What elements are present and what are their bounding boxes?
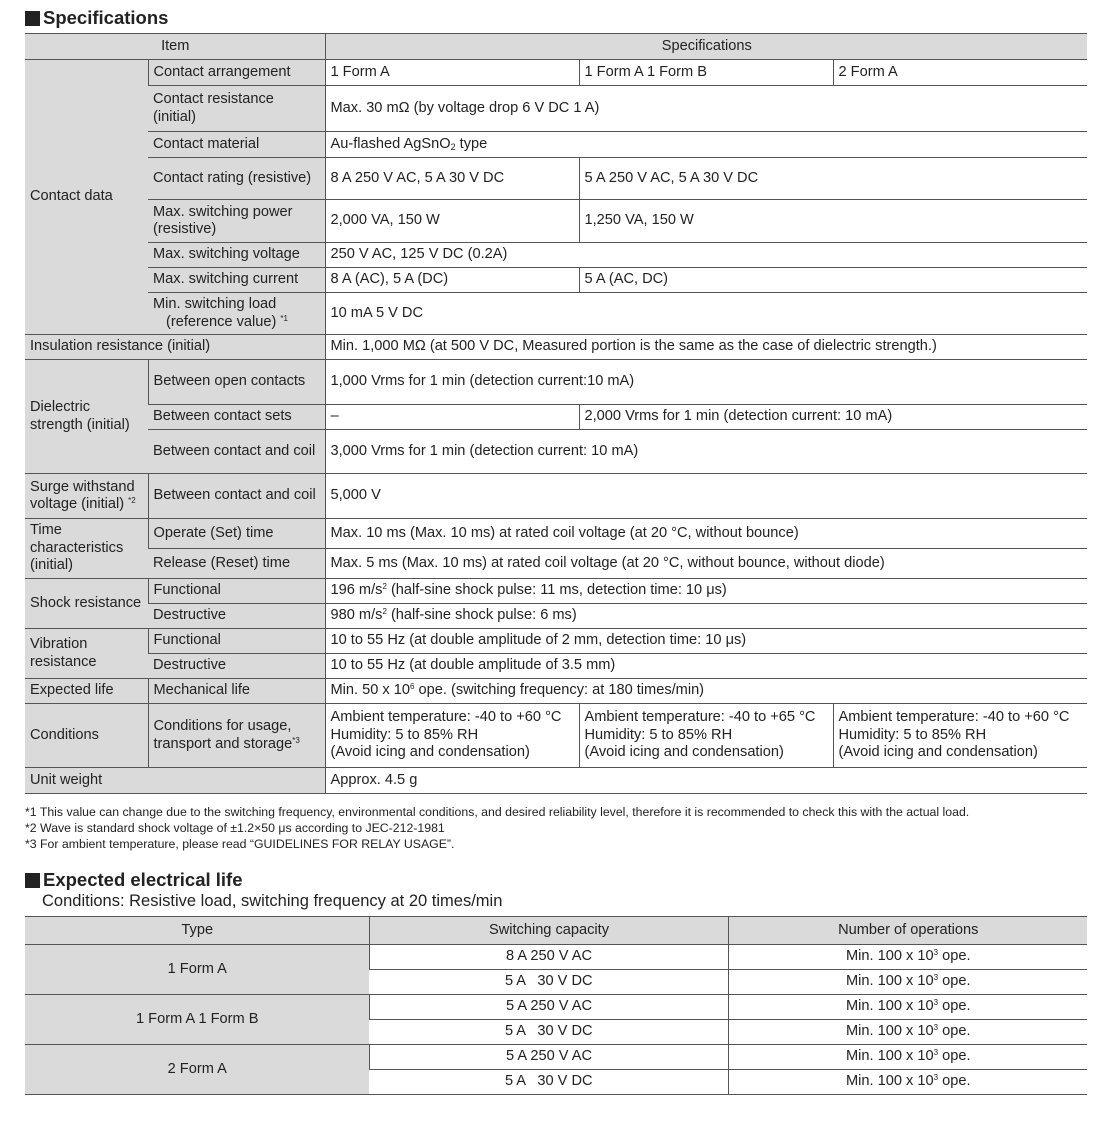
row-sublabel: Max. switching current (148, 268, 325, 293)
row-sublabel: Functional (148, 629, 325, 654)
cell-value: 1 Form A (325, 60, 579, 86)
superscript: 2 (382, 582, 387, 592)
superscript: 6 (410, 682, 415, 692)
ops-suffix: ope. (938, 973, 971, 990)
table-row (25, 474, 1087, 519)
ops-suffix: ope. (938, 1048, 971, 1065)
table-row (25, 549, 1087, 579)
cell-value (325, 604, 1087, 629)
square-bullet-icon (25, 873, 40, 888)
cell-conditions-2 (579, 704, 833, 768)
specifications-heading (25, 7, 168, 29)
cond-line: Humidity: 5 to 85% RH (838, 726, 987, 743)
cell-value: 2,000 VA, 150 W (325, 200, 579, 243)
footnote-marker: *3 (292, 735, 300, 745)
footnote-marker: *2 (128, 496, 136, 505)
operations-cell (728, 970, 1087, 995)
material-suffix: type (455, 135, 488, 152)
capacity-cell: 8 A 250 V AC (369, 945, 728, 970)
cell-value: 10 to 55 Hz (at double amplitude of 3.5 mm) (325, 654, 1087, 679)
cell-value: 1,000 Vrms for 1 min (detection current:10 mA) (325, 360, 1087, 405)
row-label-surge (25, 474, 148, 519)
superscript: 3 (933, 1073, 939, 1083)
ops-suffix: ope. (938, 1023, 971, 1040)
ops-suffix: ope. (938, 948, 971, 965)
cond-line: (Avoid icing and condensation) (838, 744, 1038, 761)
row-label-vibration: Vibration resistance (25, 629, 148, 679)
row-label-contact-data: Contact data (25, 60, 148, 335)
ops-text: Min. 100 x 10 (845, 1073, 934, 1090)
superscript: 2 (382, 607, 387, 617)
table-row (25, 519, 1087, 549)
table-row (25, 86, 1087, 132)
specifications-title: Specifications (43, 7, 169, 28)
row-sublabel: Between contact and coil (148, 430, 325, 474)
table-row (25, 360, 1087, 405)
row-sublabel: Max. switching power (resistive) (148, 200, 325, 243)
ops-text: Min. 100 x 10 (845, 1048, 934, 1065)
cond-line: Humidity: 5 to 85% RH (330, 726, 479, 743)
cond-line: (Avoid icing and condensation) (330, 744, 530, 761)
row-label-shock: Shock resistance (25, 579, 148, 629)
cell-value: Approx. 4.5 g (325, 768, 1087, 794)
table-row (25, 200, 1087, 243)
row-sublabel: Between contact and coil (148, 474, 325, 519)
type-cell: 1 Form A (25, 945, 369, 995)
row-label-expected-life: Expected life (25, 679, 148, 704)
header-item: Item (25, 34, 325, 60)
cell-value: 1,250 VA, 150 W (579, 200, 1087, 243)
row-sublabel: Contact material (148, 132, 325, 158)
cell-value: 8 A (AC), 5 A (DC) (325, 268, 579, 293)
row-sublabel: Between contact sets (148, 405, 325, 430)
shock-functional-b: (half-sine shock pulse: 11 ms, detection time: 10 μs) (386, 582, 727, 599)
cell-value: 2,000 Vrms for 1 min (detection current: 10 mA) (579, 405, 1087, 430)
header-operations: Number of operations (728, 917, 1087, 945)
table-row (25, 268, 1087, 293)
superscript: 3 (933, 1023, 939, 1033)
surge-label-1: Surge withstand (30, 478, 135, 495)
table-row (25, 945, 1087, 970)
row-sublabel: Max. switching voltage (148, 243, 325, 268)
electrical-life-conditions: Conditions: Resistive load, switching frequency at 20 times/min (42, 892, 503, 910)
capacity-cell: 5 A 30 V DC (369, 1020, 728, 1045)
capacity-cell: 5 A 30 V DC (369, 970, 728, 995)
surge-label-2: voltage (initial) (30, 496, 125, 512)
table-header-row (25, 917, 1087, 945)
cell-value: 5,000 V (325, 474, 1087, 519)
row-label-dielectric: Dielectric strength (initial) (25, 360, 148, 474)
cond-line: (Avoid icing and condensation) (584, 744, 784, 761)
cell-value: 8 A 250 V AC, 5 A 30 V DC (325, 158, 579, 200)
superscript: 3 (933, 1048, 939, 1058)
row-sublabel (148, 293, 325, 335)
ops-text: Min. 100 x 10 (845, 973, 934, 990)
operations-cell (728, 1045, 1087, 1070)
cond-line: Ambient temperature: -40 to +65 °C (584, 709, 816, 726)
table-row (25, 132, 1087, 158)
table-row (25, 405, 1087, 430)
min-load-label-1: Min. switching load (153, 296, 277, 312)
cell-value: Max. 5 ms (Max. 10 ms) at rated coil voltage (at 20 °C, without bounce, without diode) (325, 549, 1087, 579)
specifications-table (25, 33, 1087, 794)
shock-functional-a: 196 m/s (330, 582, 383, 599)
footnotes (25, 804, 969, 852)
table-row (25, 604, 1087, 629)
row-sublabel: Contact resistance (initial) (148, 86, 325, 132)
table-row (25, 430, 1087, 474)
ops-suffix: ope. (938, 998, 971, 1015)
conditions-sub: Conditions for usage, transport and storage (153, 718, 293, 752)
cell-value: 2 Form A (833, 60, 1087, 86)
electrical-life-heading (25, 869, 243, 891)
cond-line: Ambient temperature: -40 to +60 °C (330, 709, 562, 726)
cell-value: – (325, 405, 579, 430)
capacity-cell: 5 A 250 V AC (369, 995, 728, 1020)
cell-value: Min. 1,000 MΩ (at 500 V DC, Measured portion is the same as the case of dielectric strength.) (325, 335, 1087, 360)
min-load-label-2: (reference value) (166, 313, 277, 330)
cell-value: 10 to 55 Hz (at double amplitude of 2 mm, detection time: 10 μs) (325, 629, 1087, 654)
life-a: Min. 50 x 10 (330, 682, 411, 699)
superscript: 3 (933, 948, 939, 958)
cell-conditions-1 (325, 704, 579, 768)
cell-conditions-3 (833, 704, 1087, 768)
row-label-unit-weight: Unit weight (25, 768, 325, 794)
electrical-life-title: Expected electrical life (43, 869, 243, 890)
operations-cell (728, 995, 1087, 1020)
table-row (25, 768, 1087, 794)
table-row (25, 995, 1087, 1020)
table-row (25, 679, 1087, 704)
type-cell: 1 Form A 1 Form B (25, 995, 369, 1045)
row-sublabel: Release (Reset) time (148, 549, 325, 579)
cell-value: 10 mA 5 V DC (325, 293, 1087, 335)
cell-value: Max. 30 mΩ (by voltage drop 6 V DC 1 A) (325, 86, 1087, 132)
row-sublabel: Contact rating (resistive) (148, 158, 325, 200)
square-bullet-icon (25, 11, 40, 26)
cell-value: 3,000 Vrms for 1 min (detection current: 10 mA) (325, 430, 1087, 474)
type-cell: 2 Form A (25, 1045, 369, 1095)
ops-text: Min. 100 x 10 (845, 998, 934, 1015)
footnote-2: *2 Wave is standard shock voltage of ±1.2×50 μs according to JEC-212-1981 (25, 821, 445, 835)
cell-value: 5 A 250 V AC, 5 A 30 V DC (579, 158, 1087, 200)
shock-destructive-a: 980 m/s (330, 607, 383, 624)
footnote-marker: *1 (280, 313, 288, 323)
footnote-1: *1 This value can change due to the switching frequency, environmental conditions, and desired reliability level, therefore it is recommended to check this with the actual load. (25, 805, 970, 819)
row-sublabel: Between open contacts (148, 360, 325, 405)
cell-value: Max. 10 ms (Max. 10 ms) at rated coil voltage (at 20 °C, without bounce) (325, 519, 1087, 549)
row-sublabel: Mechanical life (148, 679, 325, 704)
material-subscript: 2 (450, 141, 456, 152)
table-row (25, 158, 1087, 200)
operations-cell (728, 1070, 1087, 1095)
table-row (25, 654, 1087, 679)
superscript: 3 (933, 973, 939, 983)
table-row (25, 335, 1087, 360)
cell-value (325, 132, 1087, 158)
cell-value: 250 V AC, 125 V DC (0.2A) (325, 243, 1087, 268)
cond-line: Humidity: 5 to 85% RH (584, 726, 733, 743)
shock-destructive-b: (half-sine shock pulse: 6 ms) (386, 607, 577, 624)
table-row (25, 293, 1087, 335)
table-row (25, 629, 1087, 654)
capacity-cell: 5 A 250 V AC (369, 1045, 728, 1070)
row-sublabel: Destructive (148, 604, 325, 629)
cell-value (325, 679, 1087, 704)
operations-cell (728, 1020, 1087, 1045)
cell-value: 5 A (AC, DC) (579, 268, 1087, 293)
cell-value (325, 579, 1087, 604)
row-sublabel (148, 704, 325, 768)
header-type: Type (25, 917, 369, 945)
life-b: ope. (switching frequency: at 180 times/min) (414, 682, 705, 699)
row-sublabel: Destructive (148, 654, 325, 679)
row-sublabel: Functional (148, 579, 325, 604)
superscript: 3 (933, 998, 939, 1008)
row-sublabel: Operate (Set) time (148, 519, 325, 549)
row-label-time: Time characteristics (initial) (25, 519, 148, 579)
ops-text: Min. 100 x 10 (845, 948, 934, 965)
electrical-life-table (25, 916, 1087, 1095)
header-capacity: Switching capacity (369, 917, 728, 945)
ops-suffix: ope. (938, 1073, 971, 1090)
row-sublabel: Contact arrangement (148, 60, 325, 86)
capacity-cell: 5 A 30 V DC (369, 1070, 728, 1095)
header-specifications: Specifications (325, 34, 1087, 60)
ops-text: Min. 100 x 10 (845, 1023, 934, 1040)
cell-value: 1 Form A 1 Form B (579, 60, 833, 86)
table-row (25, 243, 1087, 268)
table-row (25, 579, 1087, 604)
material-text: Au-flashed AgSnO (330, 135, 451, 152)
row-label-insulation: Insulation resistance (initial) (25, 335, 325, 360)
cond-line: Ambient temperature: -40 to +60 °C (838, 709, 1070, 726)
row-label-conditions: Conditions (25, 704, 148, 768)
operations-cell (728, 945, 1087, 970)
table-header-row (25, 34, 1087, 60)
table-row (25, 60, 1087, 86)
table-row (25, 704, 1087, 768)
table-row (25, 1045, 1087, 1070)
footnote-3: *3 For ambient temperature, please read “GUIDELINES FOR RELAY USAGE”. (25, 837, 455, 851)
